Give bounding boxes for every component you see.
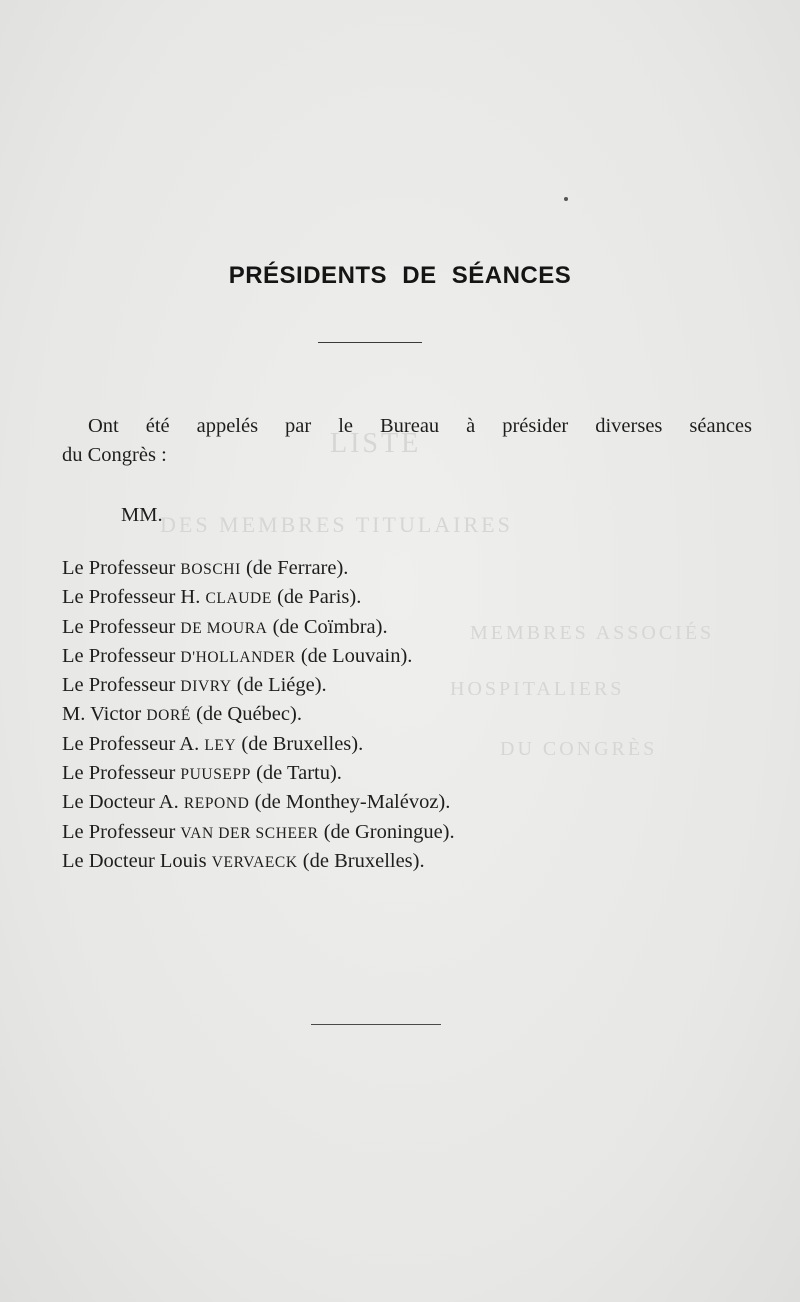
list-item [62,759,762,788]
end-divider [311,1024,441,1025]
list-item [62,671,762,700]
president-title: Le Docteur Louis [62,849,212,872]
president-name: REPOND [183,795,250,813]
president-name: D'HOLLANDER [180,648,296,666]
show-through-text: MEMBRES ASSOCIÉS [470,622,715,644]
president-city: (de Louvain). [295,644,413,667]
president-city: (de Paris). [271,586,362,609]
president-title: Le Professeur [62,674,181,697]
president-city: (de Bruxelles). [297,849,425,872]
president-city: (de Tartu). [250,762,342,785]
intro-paragraph [62,412,752,470]
show-through-text: LISTE [330,428,422,459]
title-divider [318,342,422,343]
president-title: Le Professeur [62,820,181,843]
president-name: DE MOURA [180,619,268,637]
president-city: (de Coïmbra). [267,615,388,638]
president-city: (de Monthey-Malévoz). [249,791,451,814]
list-item [62,730,762,759]
president-name: VAN DER SCHEER [180,824,319,842]
intro-line: du Congrès : [62,444,167,466]
show-through-text: HOSPITALIERS [450,678,625,700]
ink-speck [564,197,568,201]
president-name: DIVRY [180,678,232,696]
list-item [62,583,762,612]
list-item [62,554,762,583]
list-item [62,613,762,642]
president-name: CLAUDE [205,590,272,608]
list-item [62,847,762,876]
list-item [62,788,762,817]
presidents-list [62,554,762,876]
president-name: LEY [204,736,237,754]
president-name: PUUSEPP [180,766,251,784]
list-item [62,818,762,847]
list-item [62,700,762,729]
intro-line: Ont été appelés par le Bureau à présider diverses séances [88,415,752,437]
page-title: PRÉSIDENTS DE SÉANCES [228,262,572,289]
president-city: (de Liége). [231,674,327,697]
president-title: Le Professeur [62,644,181,667]
salutation: MM. [121,504,163,526]
show-through-text: DES MEMBRES TITULAIRES [160,512,513,537]
president-title: Le Docteur A. [62,791,184,814]
president-city: (de Québec). [190,703,302,726]
president-city: (de Groningue). [318,820,455,843]
president-title: Le Professeur [62,762,181,785]
president-city: (de Ferrare). [240,557,349,579]
list-item [62,642,762,671]
president-title: Le Professeur H. [62,586,206,609]
president-title: Le Professeur [62,615,181,638]
president-city: (de Bruxelles). [236,732,364,755]
president-title: Le Professeur [62,557,181,579]
president-title: Le Professeur A. [62,732,205,755]
president-name: VERVAECK [211,853,298,871]
show-through-text: DU CONGRÈS [500,738,658,760]
president-title: M. Victor [62,703,147,726]
president-name: BOSCHI [180,561,241,578]
president-name: DORÉ [146,707,191,725]
